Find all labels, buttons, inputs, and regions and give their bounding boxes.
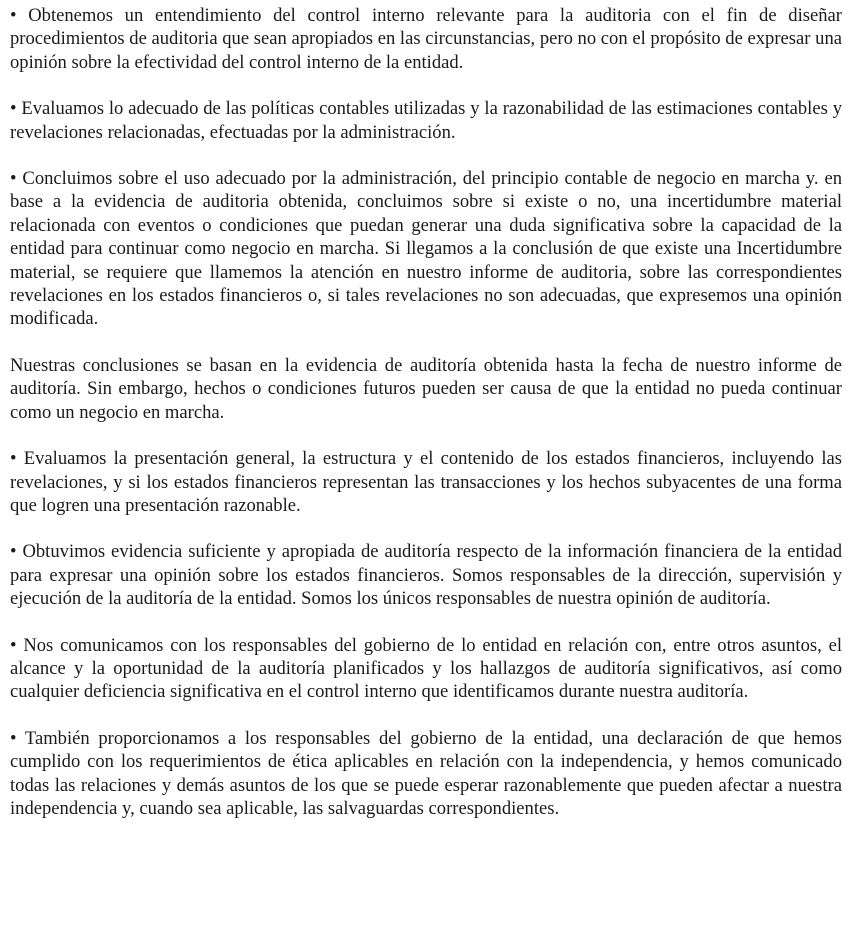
paragraph-audit-evidence: • Obtuvimos evidencia suficiente y apropiada de auditoría respecto de la información financiera de la entidad para expresar una opinión sobre los estados financieros. Somos responsables de la dirección, supervisión y ejecución de la auditoría de la entidad. Somos los únicos responsables de nuestra opinión de auditoría. xyxy=(10,541,842,610)
paragraph-going-concern: • Concluimos sobre el uso adecuado por la administración, del principio contable de negocio en marcha y. en base a la evidencia de auditoria obtenida, concluimos sobre si existe o no, una incertidumbre material relacionada con eventos o condiciones que puedan generar una duda significativa sobre la capacidad de la entidad para continuar como negocio en marcha. Si llegamos a la conclusión de que existe una Incertidumbre material, se requiere que llamemos la atención en nuestro informe de auditoria, sobre las correspondientes revelaciones en los estados financieros o, si tales revelaciones no son adecuadas, que expresemos una opinión modificada. xyxy=(10,168,842,330)
document-page xyxy=(10,4,842,843)
paragraph-presentation: • Evaluamos la presentación general, la estructura y el contenido de los estados financieros, incluyendo las revelaciones, y si los estados financieros representan las transacciones y los hechos subyacentes de una forma que logren una presentación razonable. xyxy=(10,448,842,516)
paragraph-independence-declaration: • También proporcionamos a los responsables del gobierno de la entidad, una declaración de que hemos cumplido con los requerimientos de ética aplicables en relación con la independencia, y hemos comunicado todas las relaciones y demás asuntos de los que se puede esperar razonablemente que pueden afectar a nuestra independencia y, cuando sea aplicable, las salvaguardas correspondientes. xyxy=(10,727,842,819)
paragraph-governance-communication: • Nos comunicamos con los responsables del gobierno de lo entidad en relación con, entre otros asuntos, el alcance y la oportunidad de la auditoría planificados y los hallazgos de auditoría significativos, así como cualquier deficiencia significativa en el control interno que identificamos durante nuestra auditoría. xyxy=(10,634,842,703)
paragraph-accounting-policies: • Evaluamos lo adecuado de las políticas contables utilizadas y la razonabilidad de las estimaciones contables y revelaciones relacionadas, efectuadas por la administración. xyxy=(10,98,842,143)
paragraph-internal-control: • Obtenemos un entendimiento del control interno relevante para la auditoria con el fin de diseñar procedimientos de auditoria que sean apropiados en las circunstancias, pero no con el propósito de expresar una opinión sobre la efectividad del control interno de la entidad. xyxy=(10,5,842,73)
paragraph-conclusions: Nuestras conclusiones se basan en la evidencia de auditoría obtenida hasta la fecha de nuestro informe de auditoría. Sin embargo, hechos o condiciones futuros pueden ser causa de que la entidad no pueda continuar como un negocio en marcha. xyxy=(10,354,842,423)
